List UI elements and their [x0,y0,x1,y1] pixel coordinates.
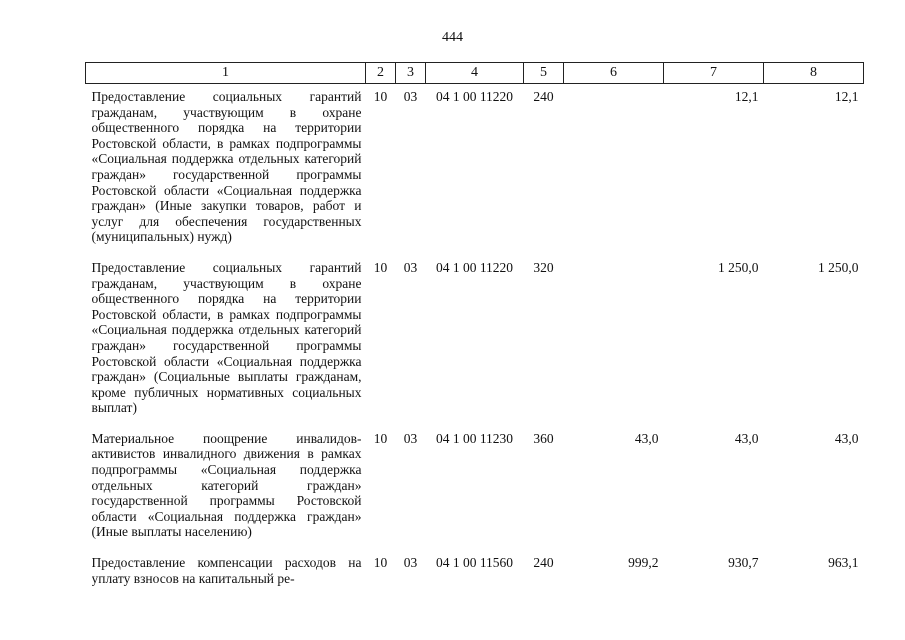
table-row [86,255,864,426]
row-value-8: 12,1 [834,89,859,104]
row-description: Предоставление социальных гарантий гражданам, участвующим в охране общественного порядка на территории Ростовской области, в рамках подпрограммы «Социальная поддержка отдельных категорий граждан» государственной программы Ростовской области «Социальная поддержка граждан» (Социальные выплаты гражданам, кроме публичных нормативных социальных выплат) [91,259,362,416]
row-value-7: 43,0 [734,430,759,446]
row-value-6: 43,0 [634,430,659,446]
row-description: Материальное поощрение инвалидов-активистов инвалидного движения в рамках подпрограммы «Социальная поддержка отдельных категорий граждан» государственной программы Ростовской области «Социальная поддержка граждан» (Иные выплаты населению) [91,430,362,540]
table-row [86,84,864,255]
header-col-3: 3 [396,63,426,84]
row-value-6 [564,255,664,426]
table-row [86,550,864,605]
row-value-6 [564,84,664,255]
page-number: 444 [442,30,463,45]
row-target-code: 04 1 00 11220 [435,259,514,275]
header-row [86,63,864,84]
row-value-7: 12,1 [734,89,759,104]
row-expense-type: 240 [533,89,554,104]
header-col-4: 4 [426,63,524,84]
row-expense-type: 240 [533,555,554,571]
row-description: Предоставление социальных гарантий гражданам, участвующим в охране общественного порядка на территории Ростовской области, в рамках подпрограммы «Социальная поддержка отдельных категорий граждан» государственной программы Ростовской области «Социальная поддержка граждан» (Иные закупки товаров, работ и услуг для обеспечения государственных (муниципальных) нужд) [91,89,362,245]
row-subsection: 03 [403,555,418,571]
row-description-text: Предоставление компенсации расходов на уплату взносов на капитальный ре- [91,555,362,586]
header-col-8: 8 [764,63,864,84]
row-section: 10 [373,259,388,275]
row-subsection: 03 [403,89,418,104]
header-col-1: 1 [86,63,366,84]
row-value-8: 43,0 [834,430,859,446]
row-section: 10 [373,555,388,571]
row-target-code: 04 1 00 11220 [435,89,514,104]
row-value-7: 930,7 [728,555,759,571]
row-target-code: 04 1 00 11560 [435,555,514,571]
row-expense-type: 320 [533,259,554,275]
row-value-8: 963,1 [828,555,859,571]
row-subsection: 03 [403,259,418,275]
row-value-6: 999,2 [628,555,659,571]
row-target-code: 04 1 00 11230 [435,430,514,446]
header-col-7: 7 [664,63,764,84]
table-row [86,426,864,550]
row-section: 10 [373,430,388,446]
header-col-2: 2 [366,63,396,84]
budget-table [85,62,864,605]
row-subsection: 03 [403,430,418,446]
row-description [86,550,366,605]
header-col-6: 6 [564,63,664,84]
row-expense-type: 360 [533,430,554,446]
row-section: 10 [373,89,388,104]
header-col-5: 5 [524,63,564,84]
row-value-7: 1 250,0 [718,259,759,275]
row-value-8: 1 250,0 [818,259,859,275]
